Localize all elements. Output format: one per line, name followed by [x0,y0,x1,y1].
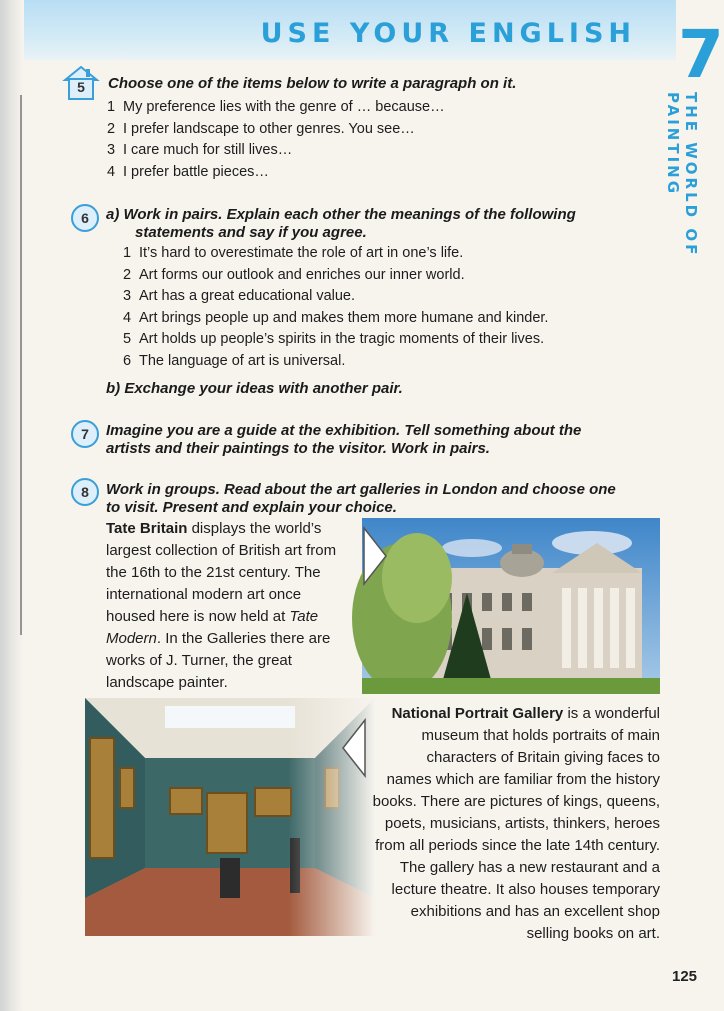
list-item: 1 It’s hard to overestimate the role of art in one’s life. [123,245,464,261]
list-item: 3 I care much for still lives… [107,142,293,158]
list-item: 6 The language of art is universal. [123,352,346,369]
task-6-badge: 6 [71,204,99,232]
portrait-gallery-photo [85,698,375,936]
unit-title: THE WORLD OF PAINTING [664,92,700,258]
list-item: 3 Art has a great educational value. [123,288,356,304]
task-6-list [123,243,548,372]
header-band [24,0,676,60]
list-item: 4 I prefer battle pieces… [107,163,269,180]
tate-britain-photo [362,518,660,694]
task-5-list [107,97,445,183]
task-5-instruction: Choose one of the items below to write a paragraph on it. [108,75,517,92]
tate-britain-name: Tate Britain [106,520,188,537]
task-5-badge: 5 [77,79,85,95]
list-item: 2 I prefer landscape to other genres. You see… [107,120,415,137]
list-item: 5 Art holds up people’s spirits in the tragic moments of their lives. [123,331,545,347]
task-7-badge: 7 [71,420,99,448]
page-number: 125 [672,968,698,985]
arrow-right-icon [362,526,388,586]
list-item: 4 Art brings people up and makes them more humane and kinder. [123,309,549,326]
tate-britain-description: Tate Britain displays the world’s largest collection of British art from the 16th to the 21st century. The international modern art once housed here is now held at Tate Modern. In the Galleries there are works of J. Turner, the great landscape painter. [106,520,337,691]
task-8-instruction: Work in groups. Read about the art galleries in London and choose one to visit. Present and explain your choice. [106,481,616,516]
portrait-gallery-name: National Portrait Gallery [391,705,564,722]
task-7-instruction: Imagine you are a guide at the exhibition. Tell something about the artists and their paintings to the visitor. Work in pairs. [106,422,582,457]
task-8-badge: 8 [71,478,99,506]
task-6-part-a: a) Work in pairs. Explain each other the meanings of the following statements and say if you agree. [106,206,576,241]
list-item: 1 My preference lies with the genre of … because… [107,99,445,115]
section-title: USE YOUR ENGLISH [260,18,636,49]
unit-number: 7 [678,16,724,93]
task-6-part-b: b) Exchange your ideas with another pair. [106,380,403,397]
binding-line [20,95,22,635]
list-item: 2 Art forms our outlook and enriches our inner world. [123,266,465,283]
portrait-gallery-description: National Portrait Gallery is a wonderful museum that holds portraits of main characters of Britain giving faces to names which are familiar from the history books. There are pictures of kings, queens, poets, musicians, artists, thinkers, heroes from all periods since the late 14th century. The gallery has a new restaurant and a lecture theatre. It also houses temporary exhibitions and has an excellent shop selling books on art. [372,705,660,942]
